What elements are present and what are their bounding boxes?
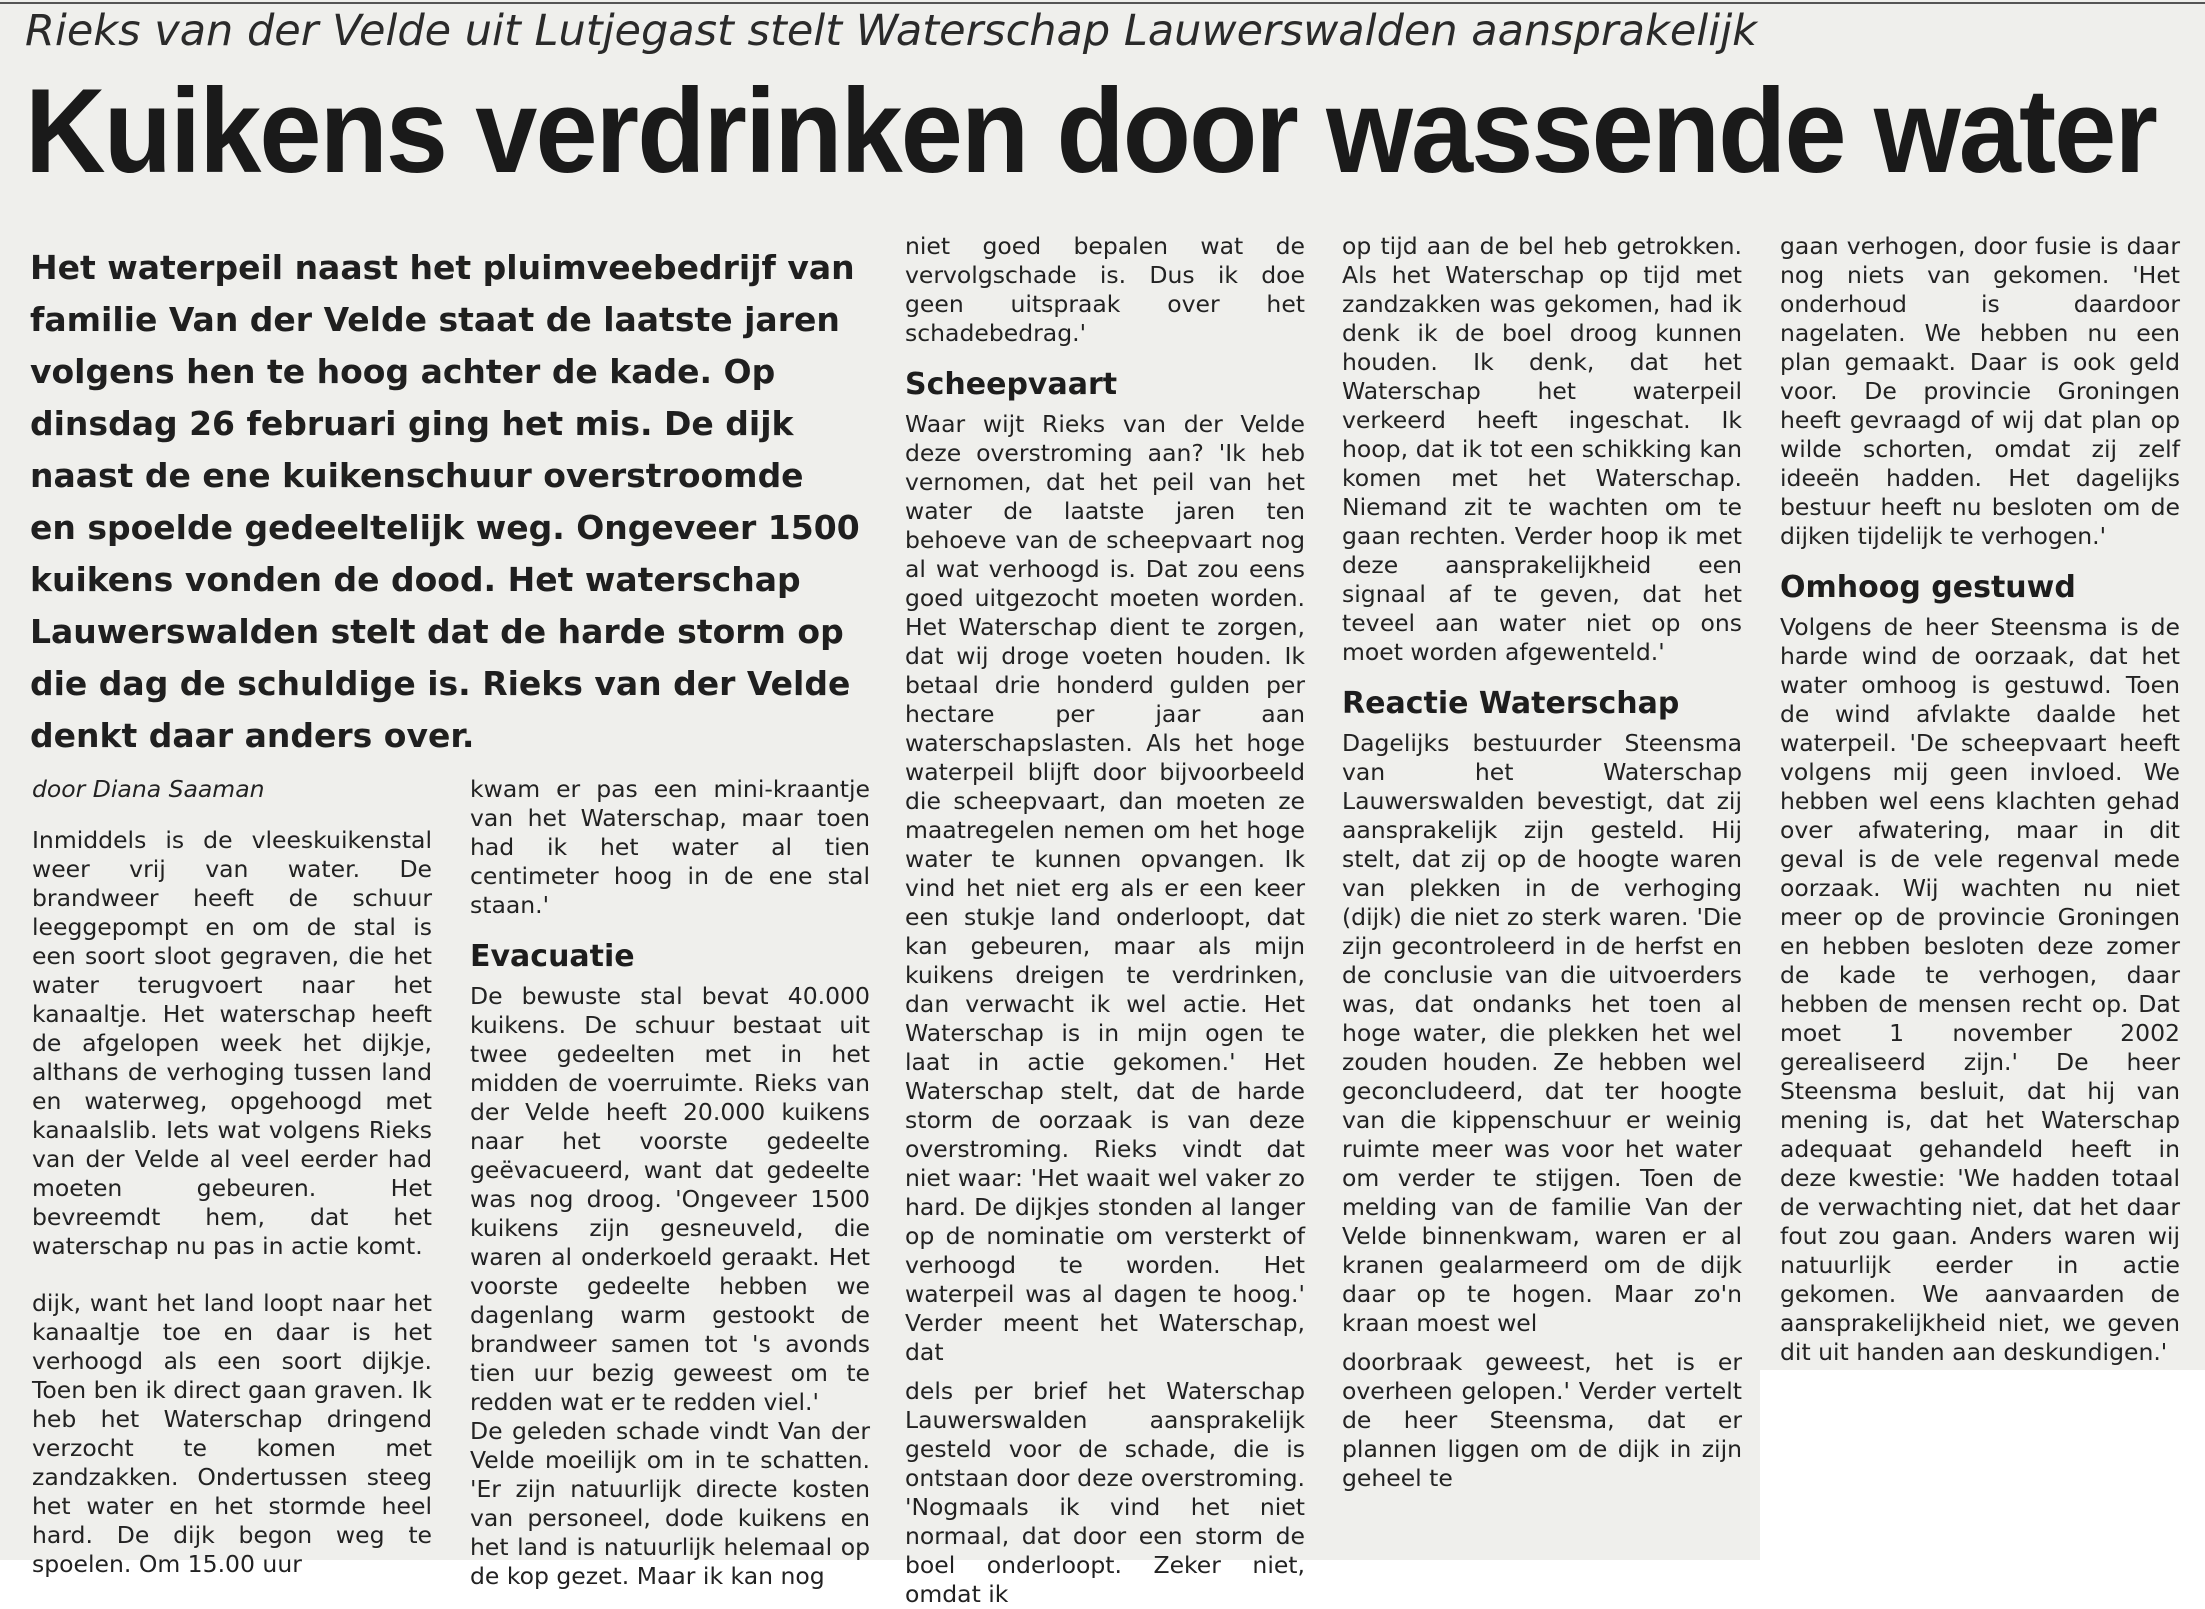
col1-paragraph-2: dijk, want het land loopt naar het kanaaltje toe en daar is het verhoogd als een soort dijkje. Toen ben ik direct gaan graven. Ik heb het Waterschap dringend verzocht te komen met zandzakken. Ondertussen steeg het water en het stormde heel hard. De dijk begon weg te spoelen. Om 15.00 uur <box>32 1289 432 1578</box>
col5-paragraph-1: gaan verhogen, door fusie is daar nog niets van gekomen. 'Het onderhoud is daardoor nagelaten. We hebben nu een plan gemaakt. Daar is ook geld voor. De provincie Groningen heeft gevraagd of wij dat plan op wilde schorten, omdat zij zelf ideeën hadden. Het dagelijks bestuur heeft nu besloten om de dijken tijdelijk te verhogen.' <box>1780 232 2180 550</box>
col4-paragraph-2: Dagelijks bestuurder Steensma van het Waterschap Lauwerswalden bevestigt, dat zij aansprakelijk zijn gesteld. Hij stelt, dat zij op de hoogte waren van plekken in de verhoging (dijk) die niet zo sterk waren. 'Die zijn gecontroleerd in de herfst en de conclusie van die uitvoerders was, dat ondanks het toen al hoge water, die plekken het wel zouden houden. Ze hebben wel geconcludeerd, dat ter hoogte van die kippenschuur er weinig ruimte meer was voor het water om verder te stijgen. Toen de melding van de familie Van der Velde binnenkwam, waren er al kranen gealarmeerd om de dijk daar op te hogen. Maar zo'n kraan moest wel <box>1342 729 1742 1337</box>
byline: door Diana Saaman <box>32 775 265 803</box>
column-4 <box>1342 232 1742 1493</box>
column-2 <box>470 775 870 1591</box>
subhead-scheepvaart: Scheepvaart <box>905 367 1118 402</box>
article-lead: Het waterpeil naast het pluimveebedrijf van familie Van der Velde staat de laatste jaren volgens hen te hoog achter de kade. Op dinsdag 26 februari ging het mis. De dijk naast de ene kuikenschuur overstroomde en spoelde gedeeltelijk weg. Ongeveer 1500 kuikens vonden de dood. Het waterschap Lauwerswalden stelt dat de harde storm op die dag de schuldige is. Rieks van der Velde denkt daar anders over. <box>30 248 860 755</box>
top-rule <box>0 2 2205 4</box>
article-kicker: Rieks van der Velde uit Lutjegast stelt Waterschap Lauwerswalden aansprakelijk <box>25 6 1758 56</box>
subhead-reactie-waterschap: Reactie Waterschap <box>1342 686 1680 721</box>
col3-paragraph-2: Waar wijt Rieks van der Velde deze overstroming aan? 'Ik heb vernomen, dat het peil van het water de laatste jaren ten behoeve van de scheepvaart nog al wat verhoogd is. Dat zou eens goed uitgezocht moeten worden. Het Waterschap dient te zorgen, dat wij droge voeten houden. Ik betaal drie honderd gulden per hectare per jaar aan waterschapslasten. Als het hoge waterpeil blijft door bijvoorbeeld die scheepvaart, dan moeten ze maatregelen nemen om het hoge water te kunnen opvangen. Ik vind het niet erg als er een keer een stukje land onderloopt, dat kan gebeuren, maar als mijn kuikens dreigen te verdrinken, dan verwacht ik wel actie. Het Waterschap is in mijn ogen te laat in actie gekomen.' Het Waterschap stelt, dat de harde storm de oorzaak is van deze overstroming. Rieks vindt dat niet waar: 'Het waait wel vaker zo hard. De dijkjes stonden al langer op de nominatie om versterkt of verhoogd te worden. Het waterpeil was al dagen te hoog.' Verder meent het Waterschap, dat <box>905 410 1305 1366</box>
article-headline: Kuikens verdrinken door wassende water <box>25 64 2157 198</box>
col2-paragraph-2: De bewuste stal bevat 40.000 kuikens. De schuur bestaat uit twee gedeelten met in het midden de voerruimte. Rieks van der Velde heeft 20.000 kuikens naar het voorste gedeelte geëvacueerd, want dat gedeelte was nog droog. 'Ongeveer 1500 kuikens zijn gesneuveld, die waren al onderkoeld geraakt. Het voorste gedeelte hebben we dagenlang warm gestookt de brandweer samen tot 's avonds tien uur bezig geweest om te redden wat er te redden viel.' <box>470 982 870 1416</box>
col3-paragraph-3: dels per brief het Waterschap Lauwerswalden aansprakelijk gesteld voor de schade, die is ontstaan door deze overstroming. 'Nogmaals ik vind het niet normaal, dat door een storm de boel onderloopt. Zeker niet, omdat ik <box>905 1377 1305 1608</box>
col2-paragraph-1: kwam er pas een mini-kraantje van het Waterschap, maar toen had ik het water al tien centimeter hoog in de ene stal staan.' <box>470 775 870 919</box>
col4-paragraph-1: op tijd aan de bel heb getrokken. Als het Waterschap op tijd met zandzakken was gekomen, had ik denk ik de boel droog kunnen houden. Ik denk, dat het Waterschap het waterpeil verkeerd heeft ingeschat. Ik hoop, dat ik tot een schikking kan komen met het Waterschap. Niemand zit te wachten om te gaan rechten. Verder hoop ik met deze aansprakelijkheid een signaal af te geven, dat het teveel aan water niet op ons moet worden afgewenteld.' <box>1342 232 1742 666</box>
blank-corner <box>1760 1370 2205 1560</box>
column-3 <box>905 232 1305 1609</box>
subhead-evacuatie: Evacuatie <box>470 939 635 974</box>
col1-paragraph-1: Inmiddels is de vleeskuikenstal weer vrij van water. De brandweer heeft de schuur leeggepompt en om de stal is een soort sloot gegraven, die het water terugvoert naar het kanaaltje. Het waterschap heeft de afgelopen week het dijkje, althans de verhoging tussen land en waterweg, opgehoogd met kanaalslib. Iets wat volgens Rieks van der Velde al veel eerder had moeten gebeuren. Het bevreemdt hem, dat het waterschap nu pas in actie komt. <box>32 826 432 1260</box>
column-5 <box>1780 232 2180 1367</box>
col5-paragraph-2: Volgens de heer Steensma is de harde wind de oorzaak, dat het water omhoog is gestuwd. Toen de wind afvlakte daalde het waterpeil. 'De scheepvaart heeft volgens mij geen invloed. We hebben wel eens klachten gehad over afwatering, maar in dit geval is de vele regenval mede oorzaak. Wij wachten nu niet meer op de provincie Groningen en hebben besloten deze zomer de kade te verhogen, daar hebben de mensen recht op. Dat moet 1 november 2002 gerealiseerd zijn.' De heer Steensma besluit, dat hij van mening is, dat het Waterschap adequaat gehandeld heeft in deze kwestie: 'We hadden totaal de verwachting niet, dat het daar fout zou gaan. Anders waren wij natuurlijk eerder in actie gekomen. We aanvaarden de aansprakelijkheid niet, we geven dit uit handen aan deskundigen.' <box>1780 613 2180 1366</box>
subhead-omhoog-gestuwd: Omhoog gestuwd <box>1780 570 2076 605</box>
col3-paragraph-1: niet goed bepalen wat de vervolgschade is. Dus ik doe geen uitspraak over het schadebedrag.' <box>905 232 1305 347</box>
column-1 <box>32 775 432 1579</box>
col2-paragraph-3: De geleden schade vindt Van der Velde moeilijk om in te schatten. 'Er zijn natuurlijk directe kosten van personeel, dode kuikens en het land is natuurlijk helemaal op de kop gezet. Maar ik kan nog <box>470 1417 870 1590</box>
col4-paragraph-3: doorbraak geweest, het is er overheen gelopen.' Verder vertelt de heer Steensma, dat er plannen liggen om de dijk in zijn geheel te <box>1342 1348 1742 1492</box>
